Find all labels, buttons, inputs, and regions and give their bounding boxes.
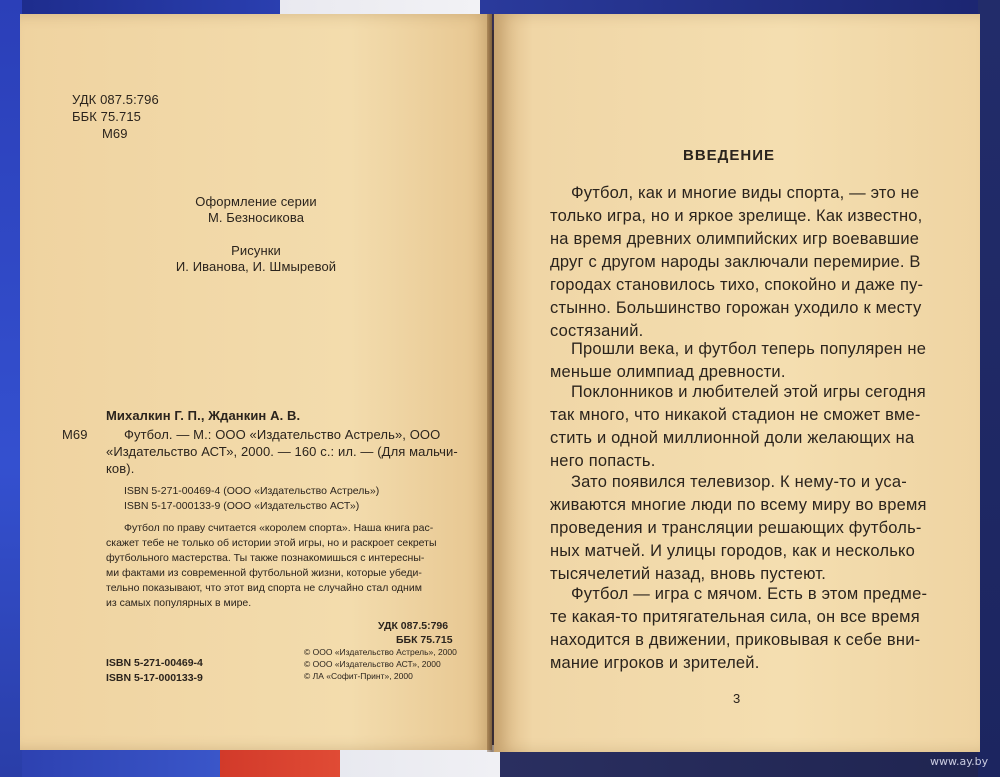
text-line: на время древних олимпийских игр воевавшие — [550, 230, 920, 248]
text-line: мание игроков и зрителей. — [550, 654, 760, 672]
text-line: ных матчей. И улицы городов, как и несколько — [550, 542, 916, 560]
annotation-line: футбольного мастерства. Ты также познакомишься с интересны- — [106, 552, 425, 564]
isbn-line: ISBN 5-17-000133-9 (ООО «Издательство АСТ») — [124, 500, 360, 512]
series-design-label: Оформление серии — [195, 194, 317, 209]
text-line: стынно. Большинство горожан уходило к месту — [550, 299, 922, 317]
drawings-label: Рисунки — [231, 243, 281, 258]
text-line: находится в движении, приковывая к себе вни- — [550, 631, 921, 649]
page-number: 3 — [733, 691, 741, 706]
annotation-line: из самых популярных в мире. — [106, 597, 252, 609]
book-cover-left — [0, 0, 22, 777]
udk-code: УДК 087.5:796 — [72, 92, 159, 107]
text-line: Футбол — игра с мячом. Есть в этом предме- — [571, 585, 928, 603]
text-line: меньше олимпиад древности. — [550, 363, 786, 381]
copyright-line: © ООО «Издательство АСТ», 2000 — [304, 659, 441, 669]
author-code: М69 — [102, 126, 128, 141]
drawings-authors: И. Иванова, И. Шмыревой — [175, 259, 337, 274]
watermark: www.ay.by — [930, 755, 989, 768]
text-line: только игра, но и яркое зрелище. Как известно, — [550, 207, 923, 225]
author-code-side: М69 — [62, 427, 88, 442]
text-line: друг с другом народы заключали перемирие. В — [550, 253, 921, 271]
text-line: него попасть. — [550, 452, 656, 470]
series-design-author: М. Безносикова — [207, 210, 305, 225]
text-line: Зато появился телевизор. К нему-то и уса- — [571, 473, 907, 491]
text-line: тысячелетий назад, вновь пустеют. — [550, 565, 827, 583]
biblio-line: Футбол. — М.: ООО «Издательство Астрель», ООО — [124, 427, 441, 442]
right-page — [494, 14, 980, 752]
isbn-line: ISBN 5-271-00469-4 (ООО «Издательство Астрель») — [124, 485, 380, 497]
text-line: городах становилось тихо, спокойно и даже пу- — [550, 276, 924, 294]
left-page — [20, 14, 492, 750]
udk-bottom: УДК 087.5:796 — [378, 620, 449, 632]
biblio-line: «Издательство АСТ», 2000. — 160 с.: ил. — (Для мальчи- — [106, 444, 458, 459]
text-line: стить и одной миллионной доли желающих на — [550, 429, 915, 447]
isbn-bottom: ISBN 5-271-00469-4 — [106, 657, 203, 669]
bbk-bottom: ББК 75.715 — [396, 634, 453, 646]
text-line: Поклонников и любителей этой игры сегодня — [571, 383, 926, 401]
text-line: так много, что никакой стадион не сможет вме- — [550, 406, 921, 424]
bbk-code: ББК 75.715 — [72, 109, 142, 124]
biblio-line: ков). — [106, 461, 135, 476]
book-cover-right — [978, 0, 1000, 777]
annotation-line: ми фактами из современной футбольной жизни, которые убеди- — [106, 567, 422, 579]
annotation-line: тельно показывают, что этот вид спорта не случайно стал одним — [106, 582, 422, 594]
text-line: состязаний. — [550, 322, 644, 340]
book-authors: Михалкин Г. П., Жданкин А. В. — [106, 408, 301, 423]
isbn-bottom: ISBN 5-17-000133-9 — [106, 672, 203, 684]
chapter-heading: ВВЕДЕНИЕ — [683, 147, 775, 164]
text-line: Футбол, как и многие виды спорта, — это не — [571, 184, 920, 202]
text-line: проведения и трансляции решающих футболь- — [550, 519, 922, 537]
text-line: те какая-то притягательная сила, он все время — [550, 608, 920, 626]
copyright-line: © ЛА «Софит-Принт», 2000 — [304, 671, 413, 681]
annotation-line: скажет тебе не только об истории этой игры, но и раскроет секреты — [106, 537, 437, 549]
copyright-line: © ООО «Издательство Астрель», 2000 — [304, 647, 457, 657]
text-line: живаются многие люди по всему миру во время — [550, 496, 927, 514]
text-line: Прошли века, и футбол теперь популярен не — [571, 340, 927, 358]
annotation-line: Футбол по праву считается «королем спорта». Наша книга рас- — [124, 522, 434, 534]
